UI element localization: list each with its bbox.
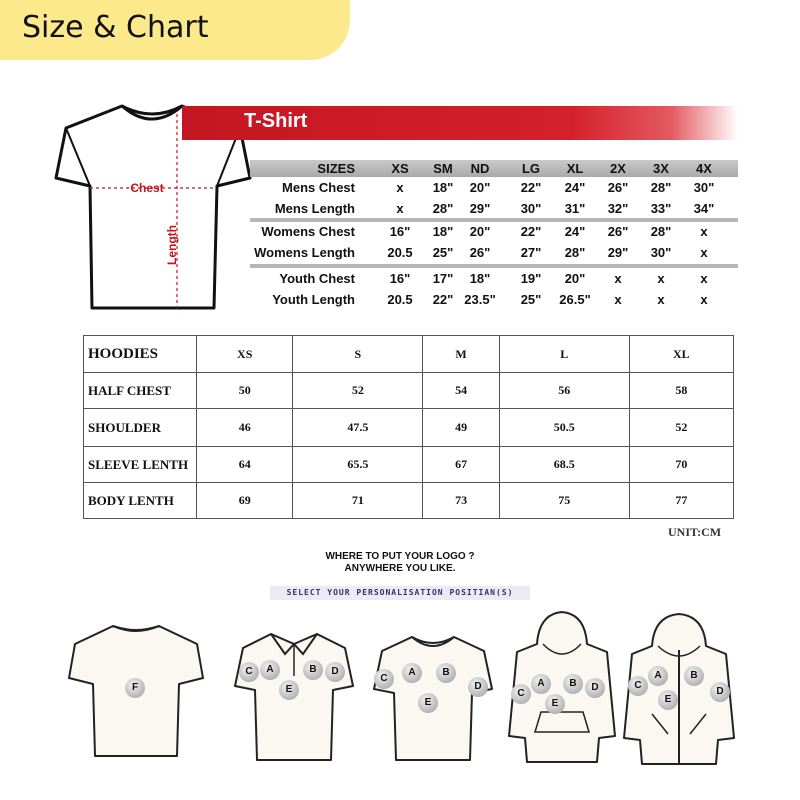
tshirt-row (200, 271, 740, 291)
cell: x (396, 201, 404, 216)
table-cell: 46 (197, 409, 293, 447)
tshirt-row (200, 292, 740, 312)
table-cell: 67 (423, 447, 500, 483)
position-e-marker: E (279, 680, 299, 700)
row-label: SLEEVE LENTH (84, 447, 197, 483)
cell: 22" (520, 180, 542, 195)
position-c-marker: C (511, 684, 531, 704)
table-cell: 75 (499, 483, 629, 519)
tshirt-row (200, 224, 740, 244)
size-header: SM (433, 161, 453, 176)
cell: 22" (520, 224, 542, 239)
position-e-marker: E (418, 693, 438, 713)
table-cell: 64 (197, 447, 293, 483)
row-label: Mens Chest (282, 180, 355, 195)
cell: 26" (607, 180, 629, 195)
cell: x (614, 292, 622, 307)
position-d-marker: D (325, 662, 345, 682)
table-cell: 56 (499, 373, 629, 409)
cell: 18" (432, 180, 454, 195)
unit-label: UNIT:CM (668, 525, 722, 539)
header-cell: S (293, 336, 423, 373)
size-header: XS (391, 161, 409, 176)
cell: 26.5" (559, 292, 591, 307)
table-cell: 70 (629, 447, 733, 483)
row-label: Mens Length (274, 201, 355, 216)
tshirt-title: T-Shirt (244, 110, 308, 132)
table-cell: 52 (629, 409, 733, 447)
length-label: Length (165, 225, 179, 265)
row-label: Womens Length (254, 245, 355, 260)
cell: 25" (520, 292, 542, 307)
row-label: HALF CHEST (84, 373, 197, 409)
tshirt-back-garment (67, 622, 205, 760)
cell: 20" (469, 224, 491, 239)
table-cell: 47.5 (293, 409, 423, 447)
table-cell: 71 (293, 483, 423, 519)
size-header: ND (470, 161, 490, 176)
row-label: Womens Chest (261, 224, 355, 239)
table-row (84, 483, 734, 519)
select-position-banner: SELECT YOUR PERSONALISATION POSITIAN(S) (270, 586, 530, 600)
position-a-marker: A (402, 663, 422, 683)
page-title: Size & Chart (22, 10, 209, 45)
position-b-marker: B (684, 666, 704, 686)
cell: 24" (564, 180, 586, 195)
cell: 23.5" (464, 292, 496, 307)
cell: 34" (693, 201, 715, 216)
row-label: Youth Chest (279, 271, 355, 286)
header-cell: XL (629, 336, 733, 373)
table-cell: 50.5 (499, 409, 629, 447)
cell: 27" (520, 245, 542, 260)
position-d-marker: D (468, 677, 488, 697)
position-a-marker: A (260, 660, 280, 680)
cell: 31" (564, 201, 586, 216)
cell: 28" (564, 245, 586, 260)
table-cell: 58 (629, 373, 733, 409)
position-f-marker: F (125, 678, 145, 698)
table-cell: 69 (197, 483, 293, 519)
table-row (84, 373, 734, 409)
cell: 22" (432, 292, 454, 307)
table-cell: 50 (197, 373, 293, 409)
cell: x (657, 292, 665, 307)
row-label: SHOULDER (84, 409, 197, 447)
cell: 18" (432, 224, 454, 239)
cell: 30" (520, 201, 542, 216)
tshirt-row (200, 201, 740, 221)
cell: 20.5 (387, 292, 413, 307)
tshirt-row (200, 180, 740, 200)
cell: 16" (389, 224, 411, 239)
row-label: Youth Length (272, 292, 355, 307)
position-d-marker: D (710, 682, 730, 702)
sizes-header-row (200, 161, 740, 181)
cell: 28" (650, 224, 672, 239)
cell: x (614, 271, 622, 286)
cell: 30" (650, 245, 672, 260)
hoodie-size-table (83, 335, 734, 519)
table-cell: 52 (293, 373, 423, 409)
position-e-marker: E (545, 694, 565, 714)
table-cell: 68.5 (499, 447, 629, 483)
tshirt-front-garment (372, 631, 494, 764)
row-label: BODY LENTH (84, 483, 197, 519)
cell: 26" (469, 245, 491, 260)
cell: 16" (389, 271, 411, 286)
table-row (84, 409, 734, 447)
cell: 18" (469, 271, 491, 286)
header-tab (0, 0, 350, 60)
logo-heading (310, 551, 490, 575)
cell: 28" (650, 180, 672, 195)
table-cell: 54 (423, 373, 500, 409)
header-cell: L (499, 336, 629, 373)
cell: x (700, 224, 708, 239)
table-cell: 49 (423, 409, 500, 447)
cell: 20" (564, 271, 586, 286)
logo-heading-line1: WHERE TO PUT YOUR LOGO ? (325, 551, 475, 562)
table-row (84, 447, 734, 483)
position-b-marker: B (303, 660, 323, 680)
hoodie-garment (507, 608, 617, 766)
position-c-marker: C (628, 676, 648, 696)
position-d-marker: D (585, 678, 605, 698)
tshirt-title-bar (182, 106, 738, 140)
header-cell: HOODIES (84, 336, 197, 373)
position-c-marker: C (239, 662, 259, 682)
table-cell: 77 (629, 483, 733, 519)
header-cell: M (423, 336, 500, 373)
cell: 24" (564, 224, 586, 239)
size-header: 4X (696, 161, 712, 176)
position-b-marker: B (563, 674, 583, 694)
header-cell: XS (197, 336, 293, 373)
position-a-marker: A (648, 666, 668, 686)
cell: 28" (432, 201, 454, 216)
sizes-label: SIZES (317, 161, 355, 176)
table-header-row (84, 336, 734, 373)
cell: x (396, 180, 404, 195)
position-c-marker: C (374, 669, 394, 689)
cell: x (700, 292, 708, 307)
cell: 20.5 (387, 245, 413, 260)
cell: 25" (432, 245, 454, 260)
size-header: 3X (653, 161, 669, 176)
zip-hoodie-garment (622, 610, 736, 768)
cell: 26" (607, 224, 629, 239)
cell: x (700, 271, 708, 286)
position-b-marker: B (436, 663, 456, 683)
cell: 29" (469, 201, 491, 216)
position-a-marker: A (531, 674, 551, 694)
table-cell: 65.5 (293, 447, 423, 483)
cell: 29" (607, 245, 629, 260)
cell: 30" (693, 180, 715, 195)
cell: 20" (469, 180, 491, 195)
cell: 19" (520, 271, 542, 286)
size-header: 2X (610, 161, 626, 176)
cell: 32" (607, 201, 629, 216)
position-e-marker: E (658, 690, 678, 710)
cell: 17" (432, 271, 454, 286)
polo-garment (233, 628, 355, 764)
cell: x (700, 245, 708, 260)
logo-heading-line2: ANYWHERE YOU LIKE. (344, 563, 456, 574)
table-cell: 73 (423, 483, 500, 519)
cell: 33" (650, 201, 672, 216)
size-header: LG (521, 161, 541, 176)
cell: x (657, 271, 665, 286)
size-header: XL (566, 161, 584, 176)
chest-label: Chest (130, 181, 164, 195)
tshirt-row (200, 245, 740, 265)
